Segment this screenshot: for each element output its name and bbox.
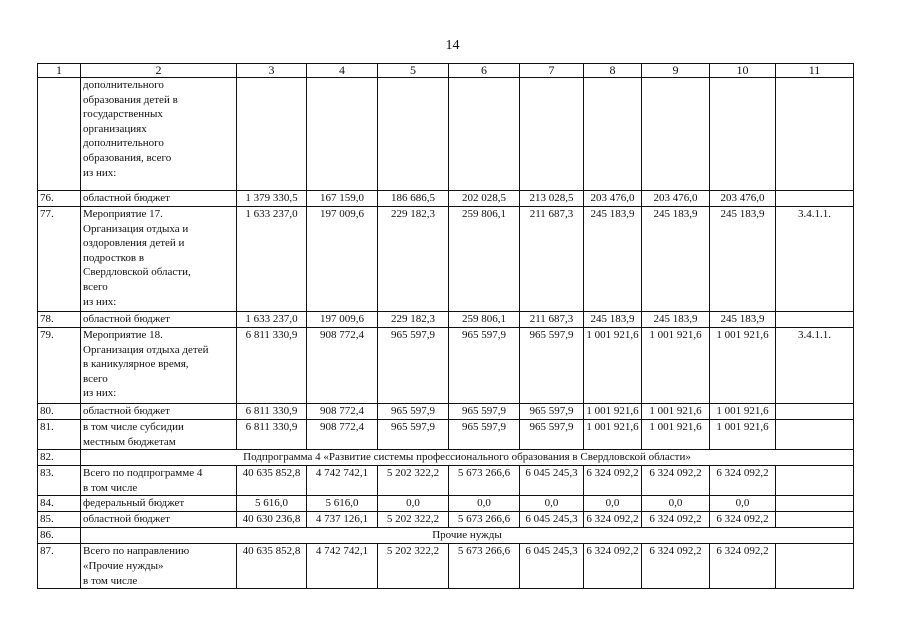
value-cell: 908 772,4: [307, 420, 378, 450]
table-row: [38, 466, 854, 496]
value-cell: 6 045 245,3: [520, 512, 584, 528]
value-cell: 0,0: [710, 496, 776, 512]
value-cell: [710, 78, 776, 191]
value-cell: 1 379 330,5: [237, 191, 307, 207]
value-cell: 965 597,9: [520, 420, 584, 450]
value-cell: 6 324 092,2: [710, 512, 776, 528]
column-header: 4: [307, 64, 378, 78]
value-cell: 965 597,9: [378, 420, 449, 450]
row-number: 84.: [38, 496, 81, 512]
value-cell: 213 028,5: [520, 191, 584, 207]
table-row: [38, 544, 854, 589]
value-cell: 5 616,0: [307, 496, 378, 512]
value-cell: 1 001 921,6: [584, 420, 642, 450]
value-cell: 6 811 330,9: [237, 404, 307, 420]
value-cell: 245 183,9: [710, 312, 776, 328]
value-cell: 259 806,1: [449, 207, 520, 312]
value-cell: 5 673 266,6: [449, 512, 520, 528]
value-cell: 202 028,5: [449, 191, 520, 207]
value-cell: 5 616,0: [237, 496, 307, 512]
value-cell: 5 673 266,6: [449, 466, 520, 496]
column-header: 3: [237, 64, 307, 78]
value-cell: 4 742 742,1: [307, 466, 378, 496]
column-header: 10: [710, 64, 776, 78]
value-cell: 245 183,9: [642, 207, 710, 312]
section-row: [38, 528, 854, 544]
value-cell: 203 476,0: [642, 191, 710, 207]
value-cell: 6 324 092,2: [584, 466, 642, 496]
value-cell: 0,0: [449, 496, 520, 512]
target-code: 3.4.1.1.: [776, 207, 854, 312]
value-cell: 1 001 921,6: [584, 404, 642, 420]
value-cell: 4 742 742,1: [307, 544, 378, 589]
value-cell: 40 635 852,8: [237, 544, 307, 589]
row-number: 80.: [38, 404, 81, 420]
table-row: [38, 420, 854, 450]
item-name: областной бюджет: [81, 312, 237, 328]
column-header: 8: [584, 64, 642, 78]
row-number: 79.: [38, 328, 81, 404]
value-cell: 229 182,3: [378, 312, 449, 328]
value-cell: 6 811 330,9: [237, 420, 307, 450]
table-row: [38, 207, 854, 312]
row-number: 87.: [38, 544, 81, 589]
value-cell: 186 686,5: [378, 191, 449, 207]
row-number: 85.: [38, 512, 81, 528]
target-code: [776, 420, 854, 450]
value-cell: 0,0: [520, 496, 584, 512]
value-cell: 6 324 092,2: [584, 512, 642, 528]
value-cell: 6 324 092,2: [642, 544, 710, 589]
value-cell: 0,0: [642, 496, 710, 512]
value-cell: 203 476,0: [584, 191, 642, 207]
value-cell: [378, 78, 449, 191]
column-header: 5: [378, 64, 449, 78]
table-row: [38, 78, 854, 191]
target-code: [776, 466, 854, 496]
value-cell: [449, 78, 520, 191]
budget-table: [37, 63, 854, 589]
row-number: 86.: [38, 528, 81, 544]
target-code: [776, 544, 854, 589]
column-header: 1: [38, 64, 81, 78]
item-name: областной бюджет: [81, 191, 237, 207]
value-cell: 1 633 237,0: [237, 207, 307, 312]
value-cell: 167 159,0: [307, 191, 378, 207]
row-number: 81.: [38, 420, 81, 450]
table-row: [38, 404, 854, 420]
row-number: 76.: [38, 191, 81, 207]
value-cell: 245 183,9: [642, 312, 710, 328]
target-code: [776, 312, 854, 328]
value-cell: 1 001 921,6: [710, 420, 776, 450]
value-cell: [584, 78, 642, 191]
value-cell: 197 009,6: [307, 207, 378, 312]
value-cell: 1 001 921,6: [642, 328, 710, 404]
value-cell: 6 324 092,2: [642, 466, 710, 496]
value-cell: 245 183,9: [710, 207, 776, 312]
value-cell: 245 183,9: [584, 207, 642, 312]
value-cell: 965 597,9: [378, 404, 449, 420]
table-row: [38, 512, 854, 528]
column-header: 2: [81, 64, 237, 78]
row-number: 77.: [38, 207, 81, 312]
value-cell: 1 001 921,6: [642, 420, 710, 450]
column-header-row: [38, 64, 854, 78]
value-cell: 5 202 322,2: [378, 512, 449, 528]
value-cell: [520, 78, 584, 191]
value-cell: 203 476,0: [710, 191, 776, 207]
value-cell: 6 324 092,2: [710, 544, 776, 589]
value-cell: [307, 78, 378, 191]
value-cell: 5 202 322,2: [378, 466, 449, 496]
value-cell: 211 687,3: [520, 312, 584, 328]
value-cell: 1 001 921,6: [710, 328, 776, 404]
table-row: [38, 191, 854, 207]
value-cell: 6 045 245,3: [520, 466, 584, 496]
value-cell: 965 597,9: [449, 404, 520, 420]
value-cell: 965 597,9: [449, 420, 520, 450]
row-number: 83.: [38, 466, 81, 496]
value-cell: [642, 78, 710, 191]
value-cell: 40 635 852,8: [237, 466, 307, 496]
table-row: [38, 312, 854, 328]
value-cell: 5 202 322,2: [378, 544, 449, 589]
target-code: [776, 404, 854, 420]
item-name: федеральный бюджет: [81, 496, 237, 512]
value-cell: 908 772,4: [307, 404, 378, 420]
item-name: областной бюджет: [81, 404, 237, 420]
value-cell: 245 183,9: [584, 312, 642, 328]
target-code: [776, 191, 854, 207]
table-row: [38, 328, 854, 404]
row-number: 78.: [38, 312, 81, 328]
section-title: Подпрограмма 4 «Развитие системы профессионального образования в Свердловской области»: [81, 450, 854, 466]
value-cell: 259 806,1: [449, 312, 520, 328]
item-name: Мероприятие 18. Организация отдыха детей в каникулярное время, всего из них:: [81, 328, 237, 404]
value-cell: 1 001 921,6: [642, 404, 710, 420]
item-name: дополнительного образования детей в государственных организациях дополнительного образования, всего из них:: [81, 78, 237, 191]
value-cell: 5 673 266,6: [449, 544, 520, 589]
item-name: Всего по подпрограмме 4 в том числе: [81, 466, 237, 496]
item-name: Всего по направлению «Прочие нужды» в том числе: [81, 544, 237, 589]
row-number: [38, 78, 81, 191]
column-header: 6: [449, 64, 520, 78]
section-title: Прочие нужды: [81, 528, 854, 544]
value-cell: 965 597,9: [520, 404, 584, 420]
item-name: Мероприятие 17. Организация отдыха и оздоровления детей и подростков в Свердловской области, всего из них:: [81, 207, 237, 312]
page-number: 14: [445, 38, 460, 53]
value-cell: 1 001 921,6: [584, 328, 642, 404]
value-cell: 6 045 245,3: [520, 544, 584, 589]
target-code: 3.4.1.1.: [776, 328, 854, 404]
value-cell: 0,0: [584, 496, 642, 512]
value-cell: 211 687,3: [520, 207, 584, 312]
item-name: в том числе субсидии местным бюджетам: [81, 420, 237, 450]
value-cell: 6 324 092,2: [642, 512, 710, 528]
value-cell: 40 630 236,8: [237, 512, 307, 528]
item-name: областной бюджет: [81, 512, 237, 528]
value-cell: 6 324 092,2: [584, 544, 642, 589]
value-cell: [237, 78, 307, 191]
target-code: [776, 496, 854, 512]
value-cell: 4 737 126,1: [307, 512, 378, 528]
value-cell: 6 811 330,9: [237, 328, 307, 404]
value-cell: 1 001 921,6: [710, 404, 776, 420]
column-header: 9: [642, 64, 710, 78]
value-cell: 1 633 237,0: [237, 312, 307, 328]
value-cell: 229 182,3: [378, 207, 449, 312]
target-code: [776, 512, 854, 528]
value-cell: 197 009,6: [307, 312, 378, 328]
value-cell: 0,0: [378, 496, 449, 512]
column-header: 7: [520, 64, 584, 78]
value-cell: 965 597,9: [520, 328, 584, 404]
row-number: 82.: [38, 450, 81, 466]
value-cell: 965 597,9: [449, 328, 520, 404]
section-row: [38, 450, 854, 466]
value-cell: 908 772,4: [307, 328, 378, 404]
target-code: [776, 78, 854, 191]
value-cell: 965 597,9: [378, 328, 449, 404]
table-row: [38, 496, 854, 512]
column-header: 11: [776, 64, 854, 78]
value-cell: 6 324 092,2: [710, 466, 776, 496]
